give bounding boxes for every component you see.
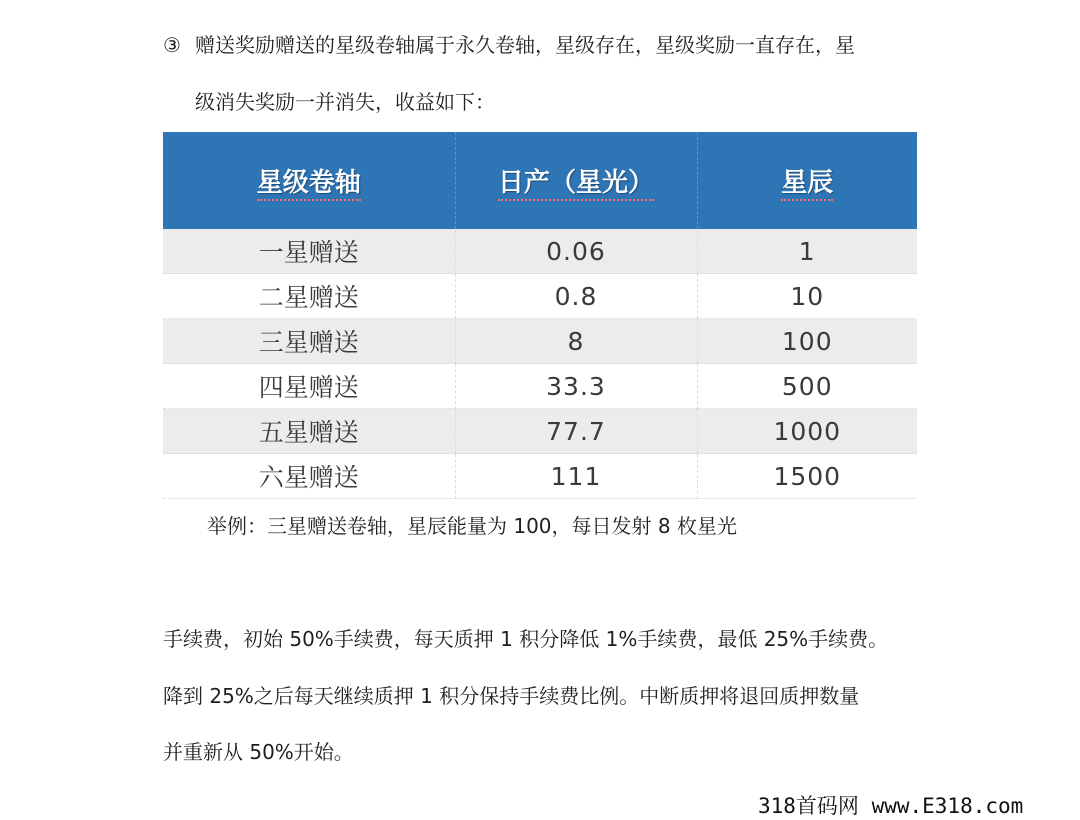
header-daily-output: 日产（星光） [455,132,697,229]
fee-line-2: 降到 25%之后每天继续质押 1 积分保持手续费比例。中断质押将退回质押数量 [163,684,860,708]
site-watermark: 318首码网 www.E318.com [758,794,1024,818]
list-marker: ③ [163,33,181,57]
header-scroll-level: 星级卷轴 [163,132,455,229]
table-cell: 五星赠送 [163,409,455,454]
table-row [163,364,917,409]
table-cell: 1000 [697,409,917,454]
table-row [163,229,917,274]
table-cell: 二星赠送 [163,274,455,319]
header-star-energy: 星辰 [697,132,917,229]
table-cell: 1 [697,229,917,274]
table-cell: 10 [697,274,917,319]
table-cell: 0.06 [455,229,697,274]
table-cell: 33.3 [455,364,697,409]
fee-line-1: 手续费，初始 50%手续费，每天质押 1 积分降低 1%手续费，最低 25%手续费。 [163,627,889,651]
table-cell: 六星赠送 [163,454,455,499]
table-row [163,274,917,319]
table-cell: 111 [455,454,697,499]
fee-line-3: 并重新从 50%开始。 [163,740,354,764]
table-cell: 100 [697,319,917,364]
table-cell: 1500 [697,454,917,499]
table-cell: 三星赠送 [163,319,455,364]
intro-line-2: 级消失奖励一并消失，收益如下： [195,90,495,114]
table-cell: 一星赠送 [163,229,455,274]
table-cell: 0.8 [455,274,697,319]
table-row [163,319,917,364]
table-cell: 四星赠送 [163,364,455,409]
intro-line-1: 赠送奖励赠送的星级卷轴属于永久卷轴，星级存在，星级奖励一直存在，星 [195,33,855,57]
example-text: 举例：三星赠送卷轴，星辰能量为 100，每日发射 8 枚星光 [207,514,737,538]
table-header-row [163,132,917,229]
table-row [163,454,917,499]
table-row [163,409,917,454]
table-cell: 8 [455,319,697,364]
table-cell: 77.7 [455,409,697,454]
reward-table [163,132,917,499]
table-cell: 500 [697,364,917,409]
